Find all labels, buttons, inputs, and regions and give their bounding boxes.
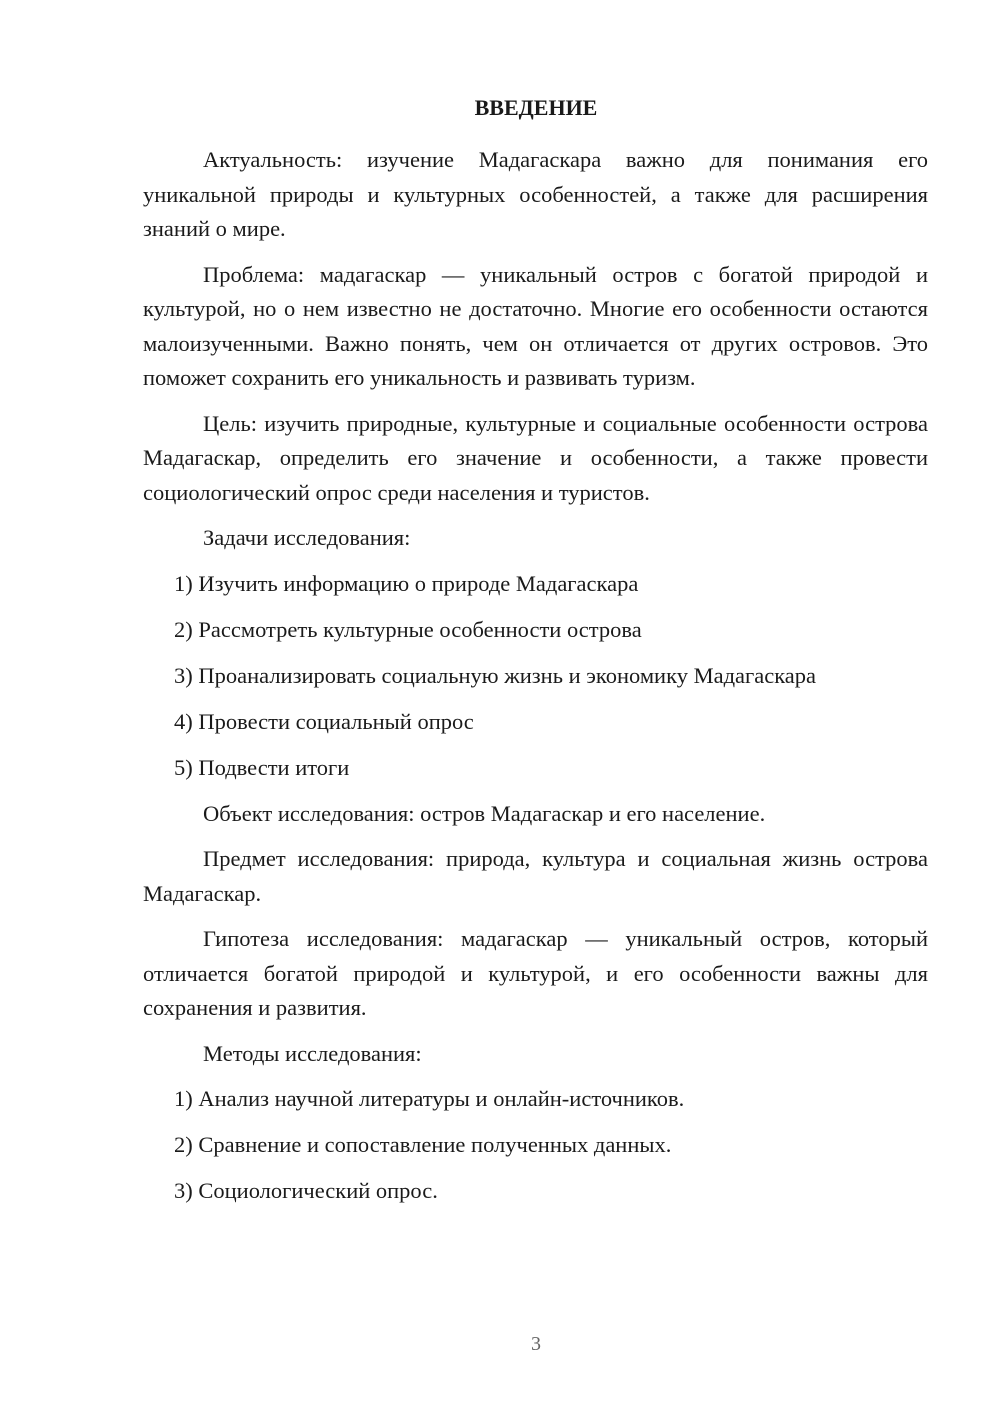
list-item: 1) Изучить информацию о природе Мадагаскара <box>174 570 639 596</box>
relevance-paragraph: Актуальность: изучение Мадагаскара важно для понимания его уникальной природы и культурных особенностей, а также для расширения знаний о мире. <box>143 147 928 241</box>
object-paragraph: Объект исследования: остров Мадагаскар и его население. <box>203 800 766 826</box>
list-item: 1) Анализ научной литературы и онлайн-источников. <box>174 1086 685 1111</box>
list-item: 2) Рассмотреть культурные особенности острова <box>174 616 642 642</box>
list-item: 2) Сравнение и сопоставление полученных данных. <box>174 1132 672 1157</box>
page-title: ВВЕДЕНИЕ <box>474 95 598 120</box>
list-item: 3) Проанализировать социальную жизнь и экономику Мадагаскара <box>174 662 817 688</box>
list-item: 3) Социологический опрос. <box>174 1178 438 1203</box>
list-item: 5) Подвести итоги <box>174 754 350 780</box>
document-body <box>143 143 928 1220</box>
tasks-list <box>143 567 928 786</box>
subject-paragraph: Предмет исследования: природа, культура и социальная жизнь острова Мадагаскар. <box>143 846 928 906</box>
goal-paragraph: Цель: изучить природные, культурные и социальные особенности острова Мадагаскар, определить его значение и особенности, а также провести социологический опрос среди населения и туристов. <box>143 410 928 505</box>
methods-list <box>143 1082 928 1209</box>
hypothesis-paragraph: Гипотеза исследования: мадагаскар — уникальный остров, который отличается богатой природой и культурой, и его особенности важны для сохранения и развития. <box>143 926 928 1020</box>
page-number: 3 <box>531 1333 541 1355</box>
problem-paragraph: Проблема: мадагаскар — уникальный остров с богатой природой и культурой, но о нем известно не достаточно. Многие его особенности остаются малоизученными. Важно понять, чем он отличается от других островов. Это поможет сохранить его уникальность и развивать туризм. <box>143 261 928 390</box>
methods-heading: Методы исследования: <box>203 1040 422 1066</box>
list-item: 4) Провести социальный опрос <box>174 708 474 734</box>
tasks-heading: Задачи исследования: <box>203 525 411 550</box>
